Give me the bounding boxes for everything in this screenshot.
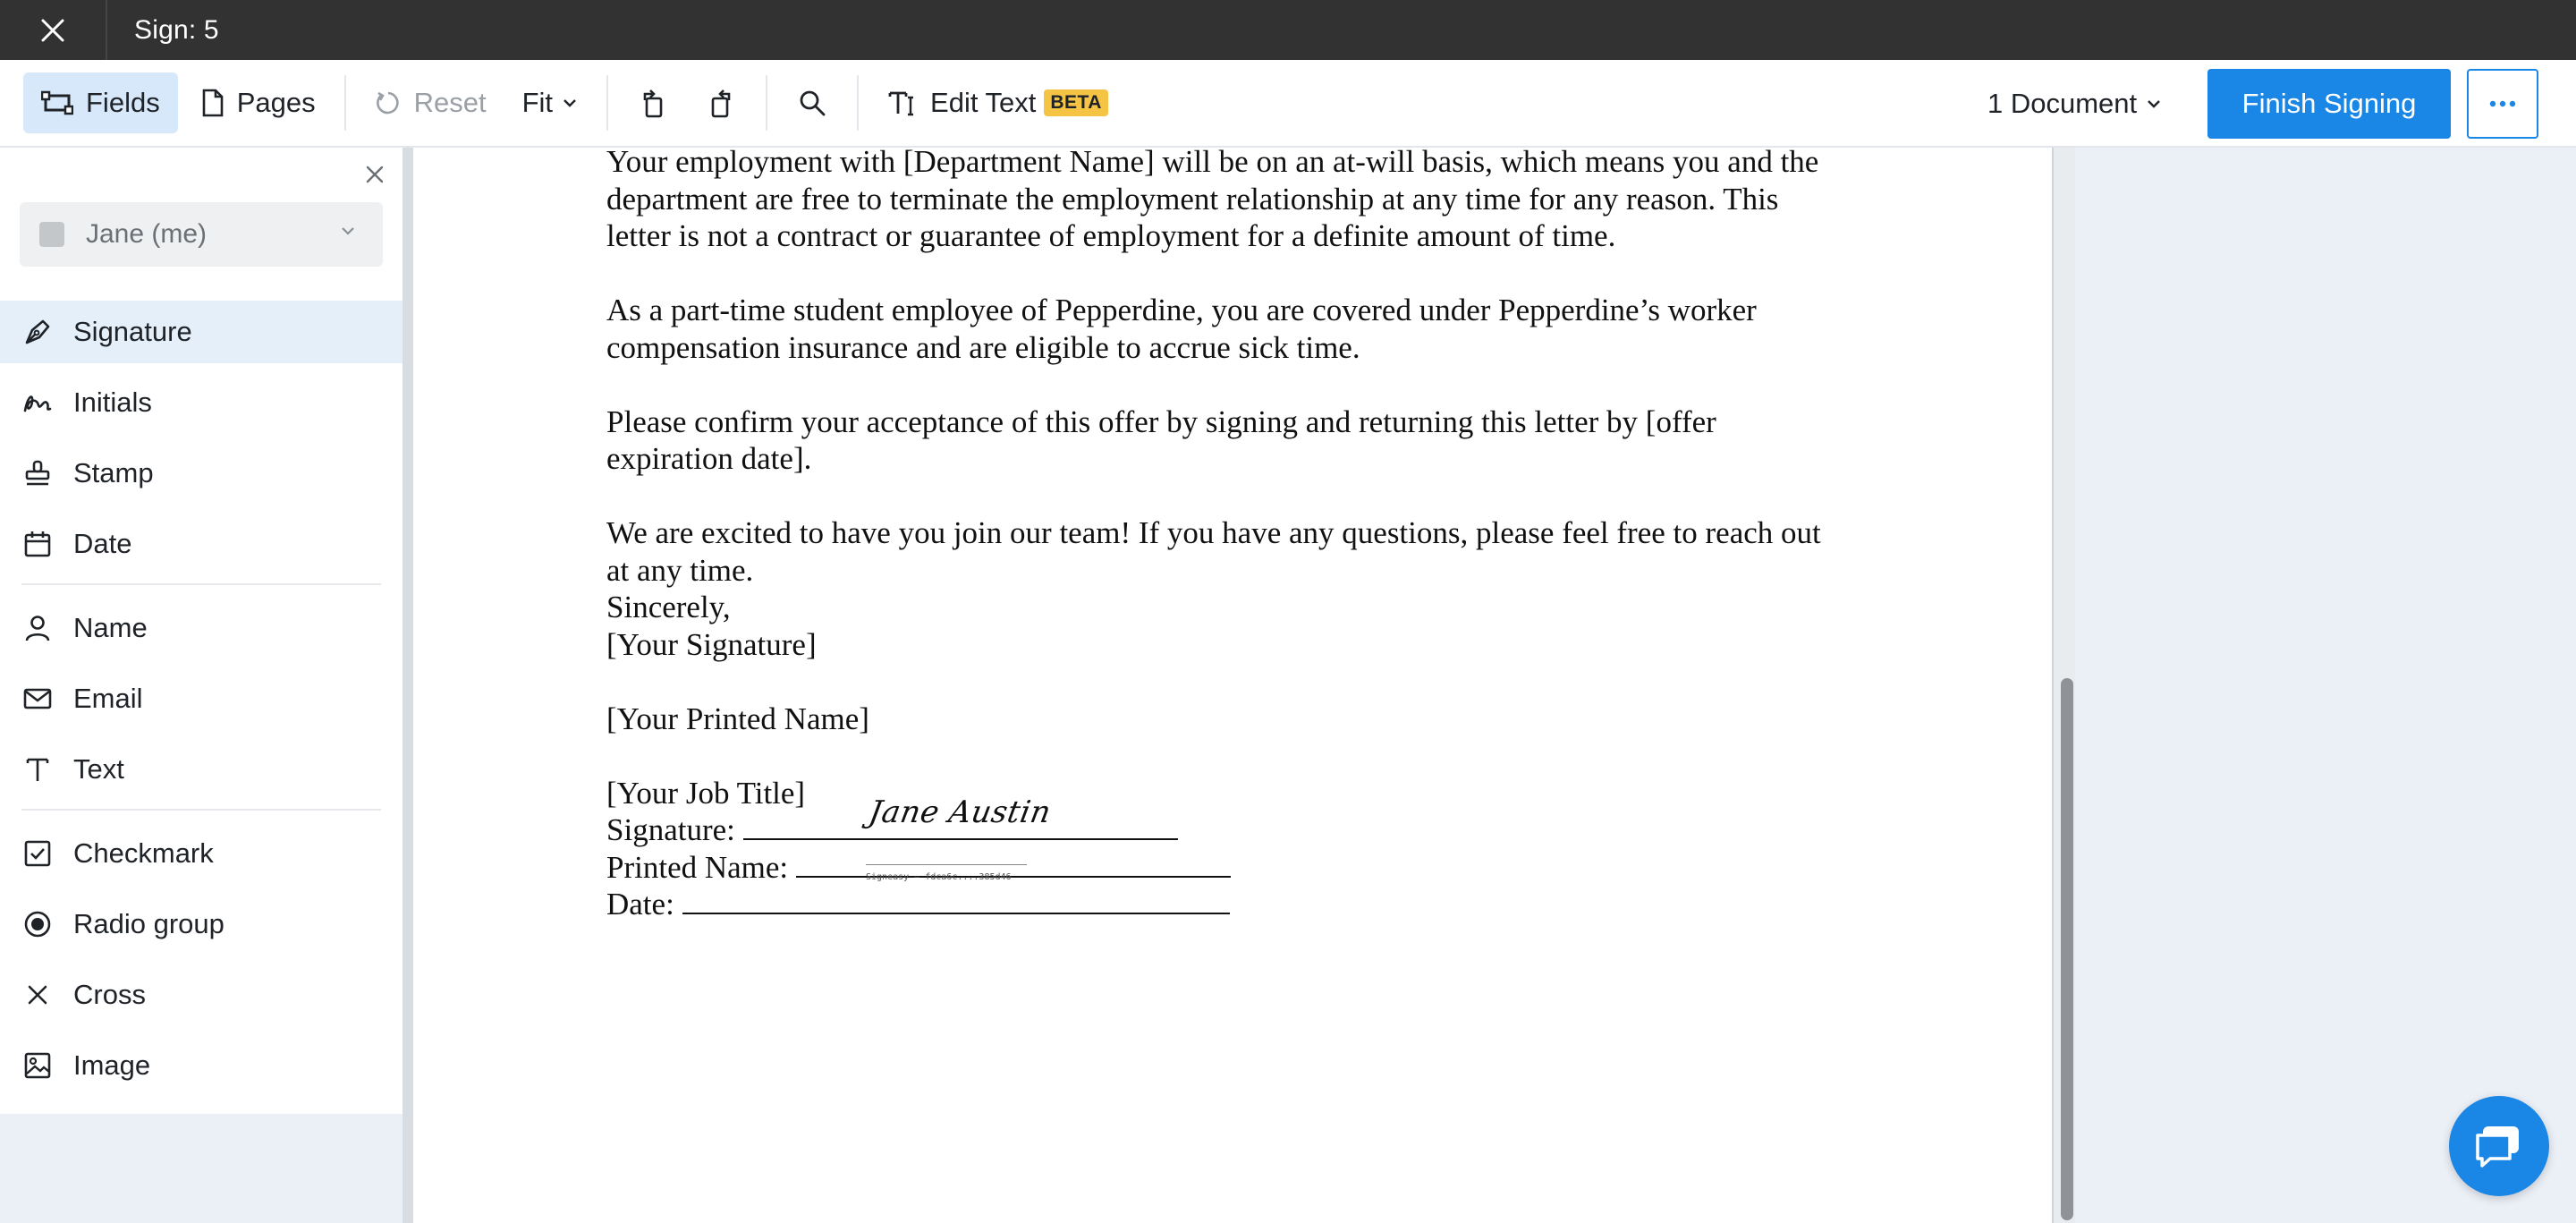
doc-line: [Your Signature] bbox=[606, 626, 817, 662]
toolbar bbox=[0, 60, 2576, 148]
doc-line: expiration date]. bbox=[606, 441, 812, 476]
text-icon bbox=[21, 753, 54, 786]
more-dots-icon bbox=[2489, 100, 2516, 107]
date-underline bbox=[682, 888, 1230, 914]
printed-name-line bbox=[606, 849, 1885, 887]
sidebar-footer bbox=[0, 1114, 402, 1223]
field-label: Signature bbox=[73, 316, 192, 347]
checkbox-icon bbox=[21, 837, 54, 870]
signer-color-swatch bbox=[39, 222, 64, 247]
rotate-left-icon bbox=[640, 88, 666, 118]
doc-line: letter is not a contract or guarantee of employment for a definite amount of time. bbox=[606, 218, 1616, 253]
close-icon bbox=[40, 18, 65, 43]
field-label: Stamp bbox=[73, 457, 154, 488]
field-label: Date bbox=[73, 528, 132, 559]
close-sidebar-button[interactable] bbox=[361, 161, 388, 188]
field-name[interactable] bbox=[0, 597, 402, 659]
chevron-down-icon bbox=[340, 225, 356, 236]
placed-signature[interactable]: Jane Austin bbox=[866, 794, 1055, 830]
fields-tab-label: Fields bbox=[86, 87, 160, 118]
pages-tab-label: Pages bbox=[236, 87, 316, 118]
initials-icon bbox=[21, 386, 54, 419]
field-radio-group[interactable] bbox=[0, 893, 402, 955]
scrollbar-thumb[interactable] bbox=[2061, 678, 2073, 1220]
doc-line: We are excited to have you join our team! If you have any questions, please feel free to reach out bbox=[606, 515, 1821, 550]
field-group-divider bbox=[21, 809, 381, 811]
field-label: Email bbox=[73, 683, 143, 714]
field-email[interactable] bbox=[0, 667, 402, 730]
field-label: Initials bbox=[73, 386, 152, 418]
zoom-label: Fit bbox=[521, 87, 554, 118]
documents-label: 1 Document bbox=[1987, 88, 2138, 119]
signer-name: Jane (me) bbox=[86, 219, 208, 249]
printed-name-label: Printed Name: bbox=[606, 849, 796, 885]
reset-icon bbox=[375, 89, 402, 116]
field-image[interactable] bbox=[0, 1034, 402, 1097]
search-button[interactable] bbox=[778, 72, 846, 133]
toolbar-divider bbox=[766, 75, 767, 131]
field-group-divider bbox=[21, 583, 381, 585]
chat-icon bbox=[2474, 1123, 2524, 1169]
close-icon bbox=[365, 165, 385, 184]
image-icon bbox=[21, 1049, 54, 1082]
field-label: Name bbox=[73, 612, 148, 643]
edit-text-label: Edit Text bbox=[930, 87, 1037, 118]
sidebar-resize-handle[interactable] bbox=[402, 148, 411, 1223]
fields-icon bbox=[41, 89, 73, 116]
envelope-icon bbox=[21, 683, 54, 715]
fields-tab[interactable] bbox=[23, 72, 178, 133]
stamp-icon bbox=[21, 457, 54, 489]
doc-line: compensation insurance and are eligible to accrue sick time. bbox=[606, 329, 1360, 365]
calendar-icon bbox=[21, 528, 54, 560]
field-stamp[interactable] bbox=[0, 442, 402, 505]
search-icon bbox=[798, 89, 826, 117]
field-cross[interactable] bbox=[0, 964, 402, 1026]
radio-icon bbox=[21, 908, 54, 940]
field-label: Image bbox=[73, 1049, 151, 1081]
title-bar bbox=[0, 0, 2576, 60]
chevron-down-icon bbox=[562, 98, 578, 108]
more-options-button[interactable] bbox=[2467, 69, 2538, 139]
date-label: Date: bbox=[606, 887, 682, 921]
field-label: Text bbox=[73, 753, 124, 785]
pages-tab[interactable] bbox=[183, 72, 334, 133]
beta-badge: BETA bbox=[1044, 89, 1108, 116]
rotate-right-button[interactable] bbox=[687, 72, 755, 133]
chevron-down-icon bbox=[2146, 98, 2162, 109]
signer-select[interactable] bbox=[20, 202, 383, 267]
field-signature[interactable] bbox=[0, 301, 402, 363]
field-label: Cross bbox=[73, 979, 146, 1010]
rotate-left-button[interactable] bbox=[619, 72, 687, 133]
reset-button-label: Reset bbox=[413, 87, 487, 118]
edit-text-icon bbox=[887, 89, 918, 117]
window-title: Sign: 5 bbox=[134, 14, 219, 45]
reset-button[interactable] bbox=[357, 72, 504, 133]
field-text[interactable] bbox=[0, 738, 402, 801]
doc-line: at any time. bbox=[606, 552, 754, 588]
field-date[interactable] bbox=[0, 513, 402, 575]
doc-line: As a part-time student employee of Pepperdine, you are covered under Pepperdine’s worker bbox=[606, 293, 1757, 327]
edit-text-button[interactable] bbox=[869, 72, 1126, 133]
page-icon bbox=[201, 89, 225, 117]
signature-label: Signature: bbox=[606, 812, 743, 847]
date-line bbox=[606, 886, 1885, 923]
field-label: Checkmark bbox=[73, 837, 214, 869]
documents-dropdown[interactable] bbox=[1987, 73, 2162, 134]
doc-line: [Your Job Title] bbox=[606, 775, 806, 811]
signature-id-stamp: Signeasy — fdca6c....385d46 bbox=[866, 864, 1027, 882]
doc-line: Your employment with [Department Name] will be on an at-will basis, which means you and the bbox=[606, 144, 1819, 179]
doc-line: Please confirm your acceptance of this offer by signing and returning this letter by [offer bbox=[606, 403, 1716, 439]
zoom-dropdown[interactable] bbox=[504, 72, 596, 133]
signature-line bbox=[606, 811, 1885, 849]
field-label: Radio group bbox=[73, 908, 225, 939]
doc-line: Sincerely, bbox=[606, 590, 731, 624]
rotate-right-icon bbox=[708, 88, 734, 118]
toolbar-divider bbox=[344, 75, 346, 131]
close-window-button[interactable] bbox=[0, 0, 107, 60]
pen-nib-icon bbox=[21, 316, 54, 348]
field-list bbox=[0, 301, 402, 1105]
toolbar-divider bbox=[857, 75, 859, 131]
toolbar-divider bbox=[606, 75, 608, 131]
finish-signing-button[interactable]: Finish Signing bbox=[2207, 69, 2451, 139]
document-text bbox=[606, 143, 1885, 923]
field-checkmark[interactable] bbox=[0, 822, 402, 885]
person-icon bbox=[21, 612, 54, 644]
doc-line: department are free to terminate the employment relationship at any time for any reason. This bbox=[606, 181, 1779, 217]
cross-icon bbox=[21, 979, 54, 1011]
chat-support-button[interactable] bbox=[2449, 1096, 2549, 1196]
doc-line: [Your Printed Name] bbox=[606, 701, 869, 736]
field-initials[interactable] bbox=[0, 371, 402, 434]
